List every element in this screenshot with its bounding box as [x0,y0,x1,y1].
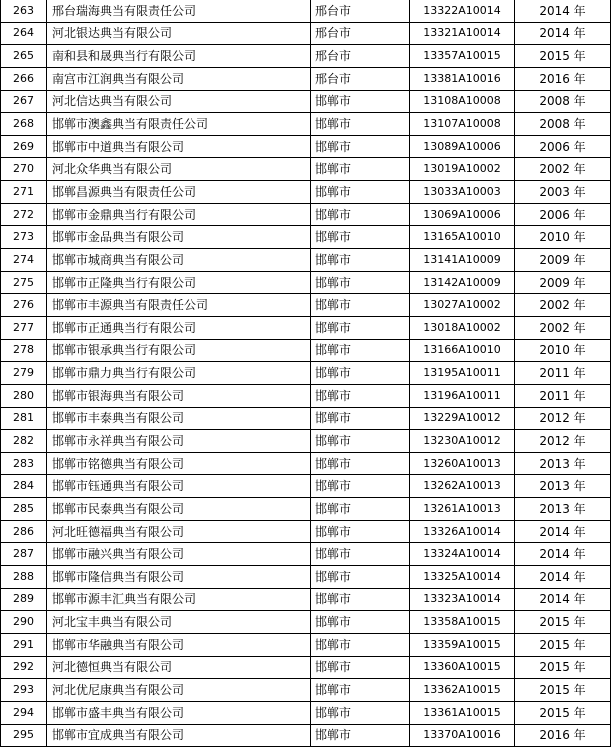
table-row [1,203,611,226]
year-cell: 2016 年 [515,67,611,90]
table-row [1,679,611,702]
table-row [1,294,611,317]
company-name-cell: 邢台瑞海典当有限责任公司 [47,0,311,22]
license-code-cell: 13322A10014 [410,0,515,22]
license-code-cell: 13361A10015 [410,701,515,724]
table-row [1,543,611,566]
row-number-cell: 270 [1,158,47,181]
row-number-cell: 265 [1,45,47,68]
license-code-cell: 13033A10003 [410,181,515,204]
row-number-cell: 269 [1,135,47,158]
year-cell: 2011 年 [515,362,611,385]
city-cell: 邢台市 [311,0,410,22]
year-cell: 2010 年 [515,226,611,249]
company-name-cell: 邯郸市正隆典当行有限公司 [47,271,311,294]
row-number-cell: 274 [1,249,47,272]
row-number-cell: 283 [1,452,47,475]
license-code-cell: 13370A10016 [410,724,515,747]
city-cell: 邯郸市 [311,226,410,249]
row-number-cell: 275 [1,271,47,294]
table-row [1,498,611,521]
year-cell: 2014 年 [515,566,611,589]
license-code-cell: 13357A10015 [410,45,515,68]
company-name-cell: 邯郸市银海典当有限公司 [47,384,311,407]
year-cell: 2002 年 [515,158,611,181]
table-row [1,384,611,407]
year-cell: 2015 年 [515,611,611,634]
year-cell: 2010 年 [515,339,611,362]
city-cell: 邯郸市 [311,701,410,724]
company-name-cell: 邯郸昌源典当有限责任公司 [47,181,311,204]
year-cell: 2003 年 [515,181,611,204]
license-code-cell: 13324A10014 [410,543,515,566]
year-cell: 2013 年 [515,452,611,475]
table-row [1,226,611,249]
license-code-cell: 13381A10016 [410,67,515,90]
city-cell: 邯郸市 [311,362,410,385]
license-code-cell: 13069A10006 [410,203,515,226]
city-cell: 邯郸市 [311,679,410,702]
license-code-cell: 13261A10013 [410,498,515,521]
city-cell: 邢台市 [311,22,410,45]
company-name-cell: 邯郸市铭德典当有限公司 [47,452,311,475]
city-cell: 邯郸市 [311,158,410,181]
company-name-cell: 河北银达典当有限公司 [47,22,311,45]
city-cell: 邯郸市 [311,113,410,136]
city-cell: 邯郸市 [311,566,410,589]
row-number-cell: 288 [1,566,47,589]
year-cell: 2014 年 [515,520,611,543]
company-name-cell: 邯郸市中道典当有限公司 [47,135,311,158]
year-cell: 2015 年 [515,656,611,679]
city-cell: 邯郸市 [311,181,410,204]
row-number-cell: 295 [1,724,47,747]
license-code-cell: 13027A10002 [410,294,515,317]
license-code-cell: 13165A10010 [410,226,515,249]
year-cell: 2014 年 [515,543,611,566]
city-cell: 邯郸市 [311,294,410,317]
table-row [1,158,611,181]
row-number-cell: 278 [1,339,47,362]
table-row [1,90,611,113]
license-code-cell: 13325A10014 [410,566,515,589]
company-name-cell: 河北宝丰典当有限公司 [47,611,311,634]
table-row [1,316,611,339]
license-code-cell: 13142A10009 [410,271,515,294]
license-code-cell: 13321A10014 [410,22,515,45]
company-name-cell: 邯郸市澳鑫典当有限责任公司 [47,113,311,136]
license-code-cell: 13323A10014 [410,588,515,611]
table-row [1,520,611,543]
year-cell: 2002 年 [515,316,611,339]
company-name-cell: 河北旺德福典当有限公司 [47,520,311,543]
company-name-cell: 南宫市江润典当有限公司 [47,67,311,90]
company-name-cell: 南和县和晟典当行有限公司 [47,45,311,68]
row-number-cell: 287 [1,543,47,566]
row-number-cell: 292 [1,656,47,679]
row-number-cell: 272 [1,203,47,226]
license-code-cell: 13107A10008 [410,113,515,136]
row-number-cell: 271 [1,181,47,204]
city-cell: 邯郸市 [311,135,410,158]
row-number-cell: 293 [1,679,47,702]
company-name-cell: 邯郸市鼎力典当行有限公司 [47,362,311,385]
year-cell: 2012 年 [515,407,611,430]
city-cell: 邢台市 [311,45,410,68]
city-cell: 邢台市 [311,67,410,90]
year-cell: 2008 年 [515,113,611,136]
table-row [1,181,611,204]
city-cell: 邯郸市 [311,724,410,747]
year-cell: 2008 年 [515,90,611,113]
table-row [1,67,611,90]
year-cell: 2009 年 [515,249,611,272]
table-row [1,452,611,475]
license-code-cell: 13362A10015 [410,679,515,702]
table-row [1,45,611,68]
row-number-cell: 268 [1,113,47,136]
city-cell: 邯郸市 [311,588,410,611]
company-name-cell: 邯郸市丰泰典当有限公司 [47,407,311,430]
table-row [1,611,611,634]
city-cell: 邯郸市 [311,656,410,679]
city-cell: 邯郸市 [311,611,410,634]
row-number-cell: 280 [1,384,47,407]
table-row [1,430,611,453]
row-number-cell: 276 [1,294,47,317]
year-cell: 2006 年 [515,203,611,226]
company-name-cell: 邯郸市民泰典当有限公司 [47,498,311,521]
license-code-cell: 13108A10008 [410,90,515,113]
table-row [1,656,611,679]
license-code-cell: 13229A10012 [410,407,515,430]
company-name-cell: 河北德恒典当有限公司 [47,656,311,679]
table-row [1,724,611,747]
year-cell: 2014 年 [515,22,611,45]
row-number-cell: 267 [1,90,47,113]
row-number-cell: 284 [1,475,47,498]
company-name-cell: 河北众华典当有限公司 [47,158,311,181]
company-name-cell: 邯郸市华融典当有限公司 [47,633,311,656]
table-row [1,0,611,22]
table-row [1,249,611,272]
city-cell: 邯郸市 [311,339,410,362]
table-row [1,271,611,294]
license-code-cell: 13326A10014 [410,520,515,543]
year-cell: 2014 年 [515,588,611,611]
year-cell: 2015 年 [515,701,611,724]
row-number-cell: 264 [1,22,47,45]
row-number-cell: 281 [1,407,47,430]
company-name-cell: 邯郸市丰源典当有限责任公司 [47,294,311,317]
license-code-cell: 13166A10010 [410,339,515,362]
year-cell: 2012 年 [515,430,611,453]
company-name-cell: 河北信达典当有限公司 [47,90,311,113]
license-code-cell: 13260A10013 [410,452,515,475]
license-code-cell: 13141A10009 [410,249,515,272]
city-cell: 邯郸市 [311,543,410,566]
company-name-cell: 邯郸市城商典当有限公司 [47,249,311,272]
year-cell: 2016 年 [515,724,611,747]
table-row [1,135,611,158]
license-code-cell: 13018A10002 [410,316,515,339]
row-number-cell: 289 [1,588,47,611]
table-row [1,362,611,385]
row-number-cell: 282 [1,430,47,453]
row-number-cell: 286 [1,520,47,543]
company-name-cell: 邯郸市融兴典当有限公司 [47,543,311,566]
row-number-cell: 277 [1,316,47,339]
license-code-cell: 13195A10011 [410,362,515,385]
year-cell: 2013 年 [515,498,611,521]
table-row [1,339,611,362]
year-cell: 2011 年 [515,384,611,407]
company-name-cell: 邯郸市源丰汇典当有限公司 [47,588,311,611]
city-cell: 邯郸市 [311,452,410,475]
company-name-cell: 邯郸市正通典当行有限公司 [47,316,311,339]
company-name-cell: 邯郸市永祥典当有限公司 [47,430,311,453]
table-row [1,588,611,611]
license-code-cell: 13089A10006 [410,135,515,158]
city-cell: 邯郸市 [311,316,410,339]
license-code-cell: 13230A10012 [410,430,515,453]
row-number-cell: 279 [1,362,47,385]
city-cell: 邯郸市 [311,407,410,430]
company-name-cell: 河北优尼康典当有限公司 [47,679,311,702]
city-cell: 邯郸市 [311,633,410,656]
city-cell: 邯郸市 [311,90,410,113]
table-row [1,566,611,589]
year-cell: 2013 年 [515,475,611,498]
row-number-cell: 285 [1,498,47,521]
table-row [1,633,611,656]
license-code-cell: 13262A10013 [410,475,515,498]
table-row [1,475,611,498]
year-cell: 2015 年 [515,45,611,68]
company-name-cell: 邯郸市银承典当行有限公司 [47,339,311,362]
year-cell: 2014 年 [515,0,611,22]
company-name-cell: 邯郸市金鼎典当行有限公司 [47,203,311,226]
license-code-cell: 13360A10015 [410,656,515,679]
year-cell: 2009 年 [515,271,611,294]
row-number-cell: 273 [1,226,47,249]
row-number-cell: 290 [1,611,47,634]
city-cell: 邯郸市 [311,520,410,543]
company-name-cell: 邯郸市钰通典当有限公司 [47,475,311,498]
row-number-cell: 266 [1,67,47,90]
company-name-cell: 邯郸市隆信典当有限公司 [47,566,311,589]
table-body [1,0,611,747]
license-code-cell: 13019A10002 [410,158,515,181]
row-number-cell: 263 [1,0,47,22]
license-code-cell: 13196A10011 [410,384,515,407]
company-name-cell: 邯郸市盛丰典当有限公司 [47,701,311,724]
city-cell: 邯郸市 [311,203,410,226]
company-name-cell: 邯郸市宜成典当有限公司 [47,724,311,747]
license-code-cell: 13358A10015 [410,611,515,634]
city-cell: 邯郸市 [311,384,410,407]
table-row [1,407,611,430]
table-row [1,22,611,45]
city-cell: 邯郸市 [311,498,410,521]
city-cell: 邯郸市 [311,249,410,272]
row-number-cell: 291 [1,633,47,656]
company-name-cell: 邯郸市金品典当有限公司 [47,226,311,249]
city-cell: 邯郸市 [311,271,410,294]
year-cell: 2015 年 [515,633,611,656]
year-cell: 2006 年 [515,135,611,158]
row-number-cell: 294 [1,701,47,724]
year-cell: 2002 年 [515,294,611,317]
city-cell: 邯郸市 [311,430,410,453]
license-code-cell: 13359A10015 [410,633,515,656]
table-row [1,113,611,136]
table-row [1,701,611,724]
city-cell: 邯郸市 [311,475,410,498]
year-cell: 2015 年 [515,679,611,702]
